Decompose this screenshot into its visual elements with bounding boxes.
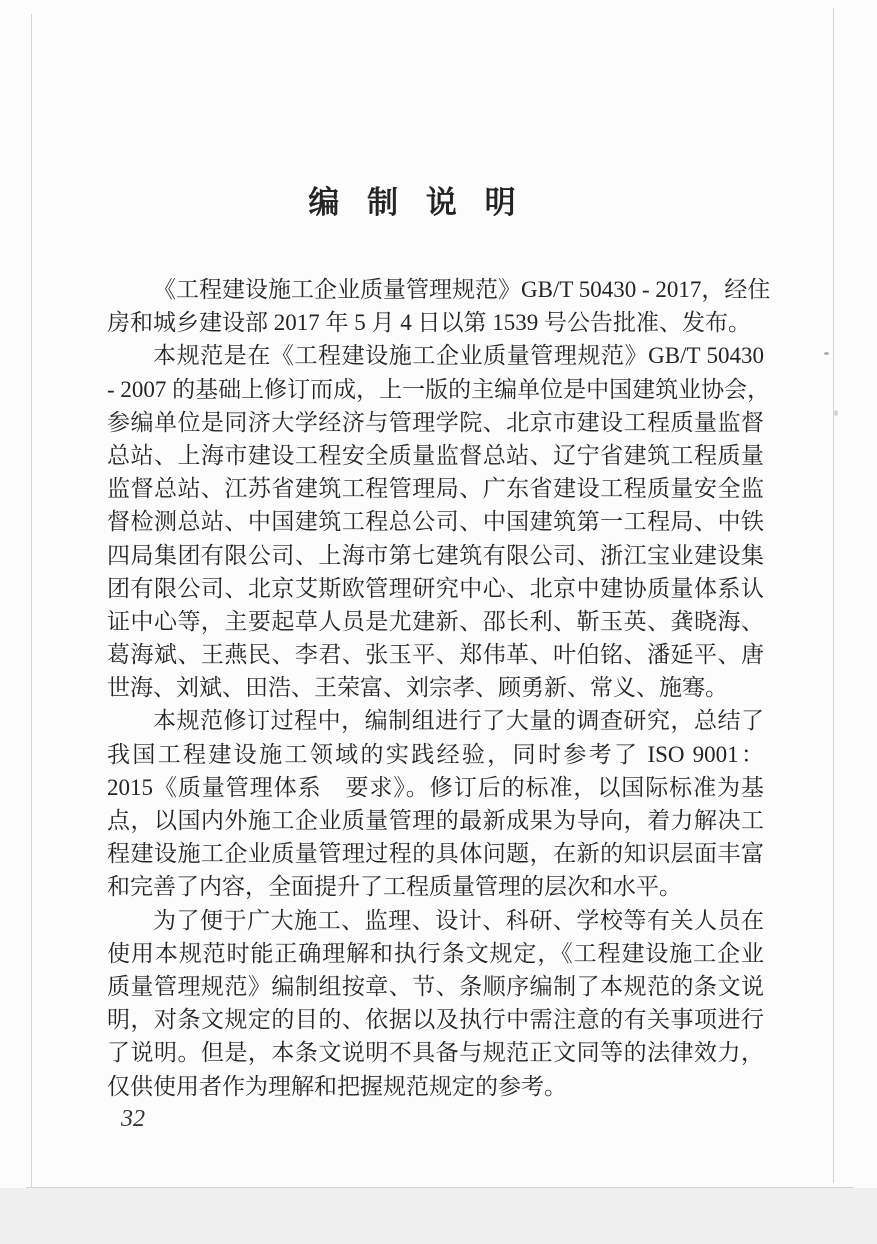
text-line: 监督总站、江苏省建筑工程管理局、广东省建设工程质量安全监 xyxy=(107,476,764,502)
text-line: 《工程建设施工企业质量管理规范》GB/T 50430 - 2017，经住 xyxy=(153,277,771,302)
text-line: 四局集团有限公司、上海市第七建筑有限公司、浙江宝业建设集 xyxy=(107,542,764,568)
text-line: 2015《质量管理体系 要求》。修订后的标准，以国际标准为基 xyxy=(107,774,764,800)
text-line: 证中心等，主要起草人员是尤建新、邵长利、靳玉英、龚晓海、 xyxy=(107,608,764,634)
page-title: 编 制 说 明 xyxy=(308,185,522,220)
scan-artifact xyxy=(834,410,838,416)
body-text xyxy=(107,273,771,1103)
text-line: 本规范是在《工程建设施工企业质量管理规范》GB/T 50430 xyxy=(153,343,764,369)
text-line: 总站、上海市建设工程安全质量监督总站、辽宁省建筑工程质量 xyxy=(107,442,764,468)
text-line: 点，以国内外施工企业质量管理的最新成果为导向，着力解决工 xyxy=(107,808,764,833)
text-line: 督检测总站、中国建筑工程总公司、中国建筑第一工程局、中铁 xyxy=(107,509,764,535)
text-line: 本规范修订过程中，编制组进行了大量的调查研究，总结了 xyxy=(153,708,764,734)
scan-artifact xyxy=(824,352,829,355)
page-edge-right xyxy=(833,8,834,1183)
text-line: 世海、刘斌、田浩、王荣富、刘宗孝、顾勇新、常义、施骞。 xyxy=(107,675,728,701)
text-line: 团有限公司、北京艾斯欧管理研究中心、北京中建协质量体系认 xyxy=(107,575,764,601)
text-line: 明，对条文规定的目的、依据以及执行中需注意的有关事项进行 xyxy=(107,1007,764,1033)
page-edge-left xyxy=(31,14,32,1187)
text-line: 房和城乡建设部 2017 年 5 月 4 日以第 1539 号公告批准、发布。 xyxy=(107,310,751,336)
page-number: 32 xyxy=(121,1106,145,1132)
text-line: 使用本规范时能正确理解和执行条文规定，《工程建设施工企业 xyxy=(107,940,764,966)
scan-background-band xyxy=(0,1188,877,1244)
text-line: 为了便于广大施工、监理、设计、科研、学校等有关人员在 xyxy=(153,907,764,933)
text-line: 我国工程建设施工领域的实践经验，同时参考了 ISO 9001： xyxy=(107,741,764,767)
text-line: - 2007 的基础上修订而成，上一版的主编单位是中国建筑业协会， xyxy=(107,376,771,402)
text-line: 了说明。但是，本条文说明不具备与规范正文同等的法律效力， xyxy=(107,1040,764,1066)
text-line: 质量管理规范》编制组按章、节、条顺序编制了本规范的条文说 xyxy=(107,973,764,999)
text-line: 参编单位是同济大学经济与管理学院、北京市建设工程质量监督 xyxy=(107,409,764,435)
text-line: 和完善了内容，全面提升了工程质量管理的层次和水平。 xyxy=(107,874,682,900)
text-line: 葛海斌、王燕民、李君、张玉平、郑伟革、叶伯铭、潘延平、唐 xyxy=(107,642,764,668)
text-line: 仅供使用者作为理解和把握规范规定的参考。 xyxy=(107,1073,567,1099)
text-line: 程建设施工企业质量管理过程的具体问题，在新的知识层面丰富 xyxy=(107,841,764,867)
